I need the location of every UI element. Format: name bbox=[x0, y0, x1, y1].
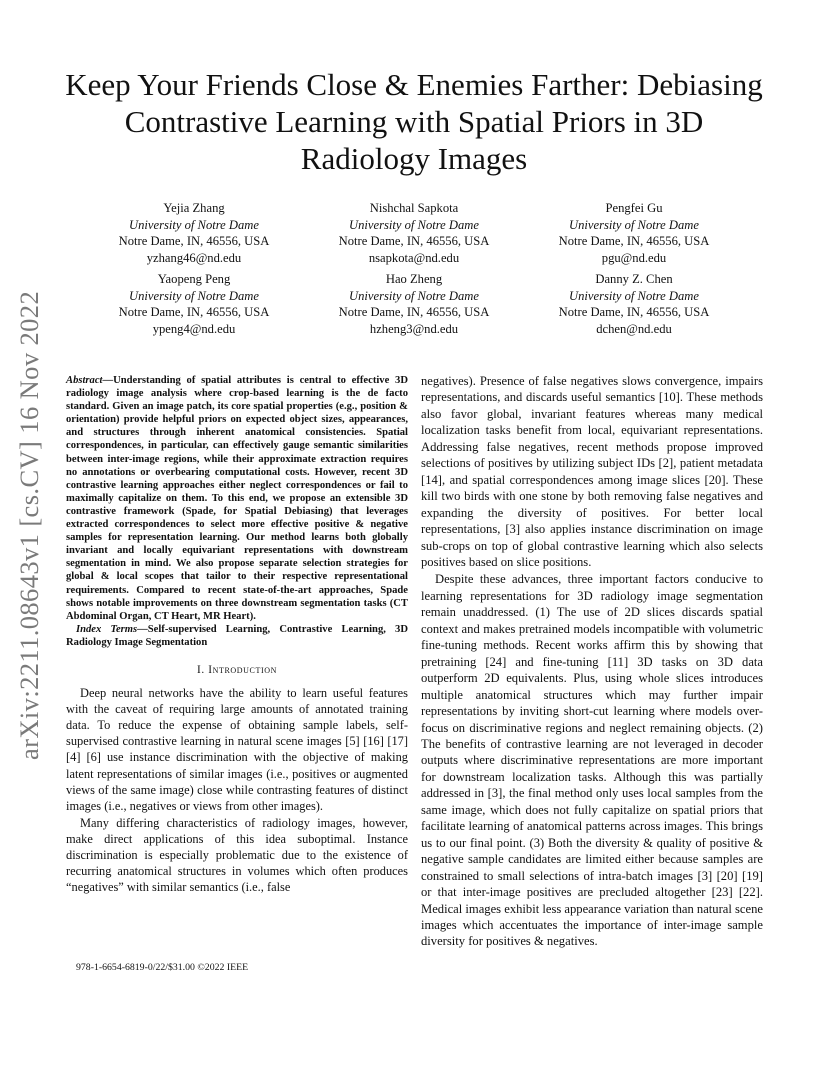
author-affiliation: University of Notre Dame bbox=[569, 217, 699, 232]
left-column bbox=[66, 374, 408, 895]
author bbox=[84, 200, 304, 266]
body-paragraph: Despite these advances, three important factors conducive to learning representations for 3D radiology image segmentation remain unaddressed. (1) The use of 2D slices discards spatial context and makes pretrained models incompatible with volumetric fine-tuning methods. Recent works affirm this by showing that pretraining [24] and fine-tuning [11] 3D tasks on 3D data outperform 2D equivalents. Plus, using whole slices introduces multiple anatomical structures which may further impair representations by inviting short-cut learning where models over-focus on discriminative regions and neglect remaining objects. (2) The benefits of contrastive learning are not leveraged in decoder outputs where discriminative representations are more important for downstream localization tasks. Although this was partially addressed in [3], the final method only uses local samples from the same image, which does not fully capitalize on spatial priors that facilitate learning of anatomical patterns across images. This brings us to our final point. (3) Both the diversity & quality of positive & negative sample candidates are limited either because samples are constrained to small selections of intra-batch images [3] [20] [19] or that inter-image positives are precluded altogether [23] [22]. Medical images exhibit less appearance variation than natural scene images which accentuates the importance of inter-image sample diversity for positives & negatives. bbox=[421, 572, 763, 949]
body-paragraph: Many differing characteristics of radiology images, however, make direct applications of this idea suboptimal. Instance discrimination is especially problematic due to the existence of recurring anatomical structures in volumes which often produces “negatives” with similar semantics (i.e., false bbox=[66, 815, 408, 895]
author-name: Nishchal Sapkota bbox=[369, 201, 459, 215]
author-email: nsapkota@nd.edu bbox=[368, 250, 460, 265]
author-row bbox=[84, 271, 744, 337]
section-number: I. bbox=[197, 663, 205, 676]
author-affiliation: University of Notre Dame bbox=[349, 217, 479, 232]
copyright-notice: 978-1-6654-6819-0/22/$31.00 ©2022 IEEE bbox=[76, 962, 249, 973]
author-name: Pengfei Gu bbox=[605, 201, 663, 215]
arxiv-stamp: arXiv:2211.08643v1 [cs.CV] 16 Nov 2022 bbox=[14, 290, 44, 760]
author-address: Notre Dame, IN, 46556, USA bbox=[338, 234, 490, 248]
author-address: Notre Dame, IN, 46556, USA bbox=[118, 305, 270, 319]
author-email: yzhang46@nd.edu bbox=[146, 250, 242, 265]
author bbox=[304, 271, 524, 337]
author-name: Yaopeng Peng bbox=[157, 272, 231, 286]
index-terms-lead: Index Terms bbox=[76, 623, 138, 635]
author-block bbox=[84, 200, 744, 342]
body-paragraph: Deep neural networks have the ability to learn useful features with the caveat of requiring large amounts of annotated training data. To reduce the expense of obtaining sample labels, self-supervised contrastive learning in natural scene images [5] [16] [17] [4] [6] use instance discrimination with the objective of making latent representations of similar images (i.e., positives or augmented views of the same image) close while contrasting features of distinct images (i.e., negatives or views from other images). bbox=[66, 686, 408, 813]
author bbox=[304, 200, 524, 266]
author-affiliation: University of Notre Dame bbox=[129, 288, 259, 303]
author-name: Yejia Zhang bbox=[163, 201, 225, 215]
author-email: hzheng3@nd.edu bbox=[369, 321, 459, 336]
author-address: Notre Dame, IN, 46556, USA bbox=[558, 305, 710, 319]
author-row bbox=[84, 200, 744, 266]
author-affiliation: University of Notre Dame bbox=[569, 288, 699, 303]
abstract-lead: Abstract bbox=[66, 375, 103, 386]
author-email: pgu@nd.edu bbox=[601, 250, 667, 265]
paper-title: Keep Your Friends Close & Enemies Farther: Debiasing Contrastive Learning with Spatial Priors in 3D Radiology Images bbox=[65, 67, 763, 176]
section-heading bbox=[66, 662, 408, 678]
abstract-text: —Understanding of spatial attributes is central to effective 3D radiology image analysis where crop-based learning is the de facto standard. Given an image patch, its core spatial properties (e.g., position & orientation) provide helpful priors on expected object sizes, appearances, and structures through inherent anatomical consistencies. Spatial correspondences, in particular, can effectively gauge semantic similarities between inter-image regions, while their approximate extraction requires no annotations or overbearing computational costs. However, recent 3D contrastive learning approaches either neglect correspondences or fail to maximally capitalize on them. To this end, we propose an extensible 3D contrastive framework (Spade, for Spatial Debiasing) that leverages extracted correspondences to select more effective positive & negative samples for representation learning. Our method learns both globally invariant and locally equivariant representations with downstream segmentation in mind. We also propose separate selection strategies for global & local scopes that tailor to their respective representational requirements. Compared to recent state-of-the-art approaches, Spade shows notable improvements on three downstream segmentation tasks (CT Abdominal Organ, CT Heart, MR Heart). bbox=[66, 375, 408, 622]
author-affiliation: University of Notre Dame bbox=[349, 288, 479, 303]
author bbox=[84, 271, 304, 337]
author-address: Notre Dame, IN, 46556, USA bbox=[118, 234, 270, 248]
author-name: Hao Zheng bbox=[385, 272, 443, 286]
index-terms bbox=[66, 623, 408, 649]
right-column bbox=[421, 373, 763, 950]
section-title: Introduction bbox=[208, 663, 277, 676]
author-address: Notre Dame, IN, 46556, USA bbox=[558, 234, 710, 248]
author-email: ypeng4@nd.edu bbox=[152, 321, 236, 336]
author bbox=[524, 271, 744, 337]
abstract bbox=[66, 374, 408, 623]
index-terms-text: —Self-supervised Learning, Contrastive Learning, 3D Radiology Image Segmentation bbox=[66, 623, 408, 648]
body-paragraph: negatives). Presence of false negatives slows convergence, impairs representations, and discards useful semantics [10]. These methods also favor global, invariant features whereas many medical localization tasks benefit from local, equivariant representations. Addressing false negatives, recent methods propose improved selections of positives by utilizing subject IDs [2], patient metadata [14], and spatial correspondences among image slices [20]. These kill two birds with one stone by both removing false negatives and expanding the diversity of positives. For better local representations, [3] also applies instance discrimination on image sub-crops on top of global contrastive learning which also selects positives based on slice positions. bbox=[421, 374, 763, 569]
author-address: Notre Dame, IN, 46556, USA bbox=[338, 305, 490, 319]
author-email: dchen@nd.edu bbox=[596, 321, 672, 336]
author bbox=[524, 200, 744, 266]
author-affiliation: University of Notre Dame bbox=[129, 217, 259, 232]
author-name: Danny Z. Chen bbox=[595, 272, 673, 286]
